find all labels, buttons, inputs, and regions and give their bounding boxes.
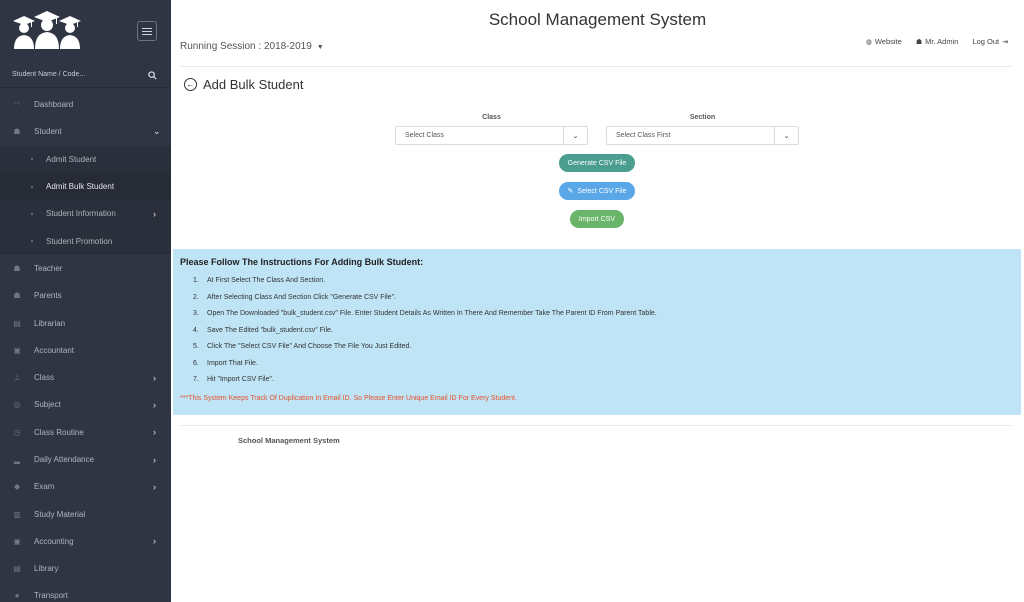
sidebar-item-label: Student Information — [46, 209, 116, 219]
sidebar-item-subject[interactable] — [0, 391, 171, 418]
arrow-circle-left-icon[interactable]: ← — [184, 78, 197, 91]
chevron-right-icon: › — [153, 454, 156, 465]
step-text: At First Select The Class And Section. — [207, 277, 326, 284]
running-session-dropdown[interactable] — [180, 41, 324, 52]
sidebar-item-transport[interactable] — [0, 582, 171, 602]
open-book-icon: ▥ — [13, 509, 21, 519]
menu-toggle-button[interactable] — [137, 21, 157, 41]
chevron-right-icon: › — [153, 536, 156, 547]
chevron-right-icon: › — [153, 481, 156, 492]
chevron-down-icon[interactable]: ⌄ — [563, 127, 587, 144]
logout-link[interactable] — [972, 37, 1008, 46]
chevron-right-icon: › — [153, 427, 156, 438]
instructions-list — [193, 277, 657, 393]
sidebar — [0, 0, 171, 602]
running-session-label: Running Session : 2018-2019 — [180, 41, 312, 52]
sidebar-item-student-promotion[interactable] — [0, 227, 171, 254]
users-icon: ☗ — [13, 127, 21, 137]
select-csv-label: Select CSV File — [577, 187, 627, 195]
sidebar-item-label: Subject — [34, 400, 61, 410]
logout-label: Log Out — [972, 37, 1000, 46]
step-text: After Selecting Class And Section Click "Generate CSV File". — [207, 293, 396, 301]
bullet-icon — [31, 186, 33, 188]
bullet-icon — [31, 213, 33, 215]
sidebar-item-label: Student — [34, 127, 62, 137]
class-select[interactable] — [395, 126, 588, 145]
step-text: Click The "Select CSV File" And Choose The File You Just Edited. — [207, 343, 412, 350]
chevron-right-icon: › — [153, 372, 156, 383]
bullet-icon — [31, 158, 33, 160]
user-menu[interactable] — [916, 37, 959, 46]
instruction-step — [193, 360, 657, 377]
sidebar-item-label: Accountant — [34, 345, 75, 355]
sidebar-menu — [0, 91, 171, 602]
bar-chart-icon: ▂ — [13, 455, 21, 464]
search-icon[interactable] — [148, 71, 157, 80]
hamburger-icon — [142, 31, 152, 32]
subject-icon: ◎ — [13, 400, 21, 410]
graduation-cap-icon: ◆ — [13, 482, 21, 492]
dashboard-icon: ◠ — [13, 100, 21, 110]
caret-down-icon: ▼ — [316, 44, 324, 51]
chevron-right-icon: › — [153, 208, 156, 219]
sidebar-item-librarian[interactable] — [0, 309, 171, 336]
sidebar-item-label: Class Routine — [34, 427, 84, 437]
briefcase-icon: ▣ — [13, 345, 21, 355]
briefcase-icon: ▣ — [13, 536, 21, 546]
sidebar-item-teacher[interactable] — [0, 255, 171, 282]
step-number: 2. — [193, 293, 199, 301]
sidebar-item-accountant[interactable] — [0, 337, 171, 364]
instruction-step — [193, 376, 657, 393]
instruction-step — [193, 343, 657, 360]
website-label: Website — [874, 37, 902, 46]
sign-out-icon: ⇥ — [1002, 38, 1008, 46]
step-number: 4. — [193, 326, 199, 334]
website-link[interactable] — [866, 37, 902, 46]
sidebar-item-label: Teacher — [34, 263, 63, 273]
chevron-right-icon: › — [153, 399, 156, 410]
paperclip-icon: ✎ — [567, 188, 574, 195]
school-logo-icon[interactable] — [10, 11, 84, 49]
app-title: School Management System — [488, 10, 707, 29]
sidebar-item-label: Dashboard — [34, 100, 74, 110]
sidebar-item-student[interactable] — [0, 118, 171, 145]
sidebar-item-label: Accounting — [34, 536, 74, 546]
instruction-step — [193, 327, 657, 344]
step-number: 6. — [193, 359, 199, 367]
sidebar-item-exam[interactable] — [0, 473, 171, 500]
clock-icon: ◷ — [13, 427, 21, 437]
sidebar-item-label: Study Material — [34, 509, 86, 519]
logo-area — [0, 0, 171, 62]
map-marker-icon: ● — [14, 591, 20, 601]
sidebar-item-library[interactable] — [0, 555, 171, 582]
step-number: 1. — [193, 277, 199, 284]
step-text: Open The Downloaded "bulk_student.csv" File. Enter Student Details As Written In There And Remember Take The Parent ID From Parent Table. — [207, 310, 657, 317]
sitemap-icon: ⊥ — [13, 373, 21, 383]
sidebar-item-label: Parents — [34, 291, 62, 301]
sidebar-item-label: Student Promotion — [46, 236, 113, 246]
sidebar-item-label: Class — [34, 373, 55, 383]
library-icon: ▤ — [13, 564, 21, 574]
header-divider — [180, 66, 1012, 67]
instructions-title: Please Follow The Instructions For Adding Bulk Student: — [180, 257, 424, 267]
sidebar-item-label: Exam — [34, 482, 55, 492]
user-icon: ☗ — [13, 291, 21, 301]
teacher-icon: ☗ — [13, 263, 21, 273]
sidebar-item-label: Library — [34, 564, 59, 574]
sidebar-item-study-material[interactable] — [0, 500, 171, 527]
class-select-value: Select Class — [405, 132, 444, 139]
sidebar-item-student-information[interactable] — [0, 200, 171, 227]
sidebar-item-class[interactable] — [0, 364, 171, 391]
bullet-icon — [31, 240, 33, 242]
section-select-value: Select Class First — [616, 132, 671, 139]
sidebar-item-label: Transport — [34, 591, 68, 601]
step-text: Import That File. — [207, 359, 258, 367]
step-text: Save The Edited "bulk_student.csv" File. — [207, 326, 333, 334]
sidebar-item-accounting[interactable] — [0, 528, 171, 555]
section-select[interactable] — [606, 126, 799, 145]
chevron-down-icon[interactable]: ⌄ — [774, 127, 798, 144]
instruction-step — [193, 310, 657, 327]
sidebar-item-label: Librarian — [34, 318, 66, 328]
chevron-down-icon: ⌄ — [153, 126, 161, 137]
instructions-panel — [173, 249, 1021, 415]
instruction-step — [193, 277, 657, 294]
page-title-text: Add Bulk Student — [203, 77, 304, 92]
page-title — [184, 77, 303, 92]
sidebar-item-parents[interactable] — [0, 282, 171, 309]
section-label: Section — [689, 114, 716, 121]
step-number: 3. — [193, 310, 199, 317]
book-icon: ▤ — [13, 318, 21, 328]
duplicate-email-warning: ***This System Keeps Track Of Duplication In Email ID. So Please Enter Unique Email ID For Every Student. — [180, 395, 517, 402]
footer-divider — [180, 425, 1012, 426]
step-number: 7. — [193, 376, 199, 383]
sidebar-item-admit-bulk-student[interactable] — [0, 173, 171, 200]
step-number: 5. — [193, 343, 199, 350]
sidebar-item-admit-student[interactable] — [0, 146, 171, 173]
sidebar-item-label: Admit Bulk Student — [46, 182, 115, 192]
sidebar-item-label: Admit Student — [46, 154, 97, 164]
class-label: Class — [482, 114, 501, 121]
step-text: Hit "Import CSV File". — [207, 376, 274, 383]
top-links — [866, 37, 1008, 46]
globe-icon: ◍ — [865, 38, 872, 46]
import-csv-button[interactable]: Import CSV — [570, 210, 624, 228]
instruction-step — [193, 294, 657, 311]
sidebar-item-daily-attendance[interactable] — [0, 446, 171, 473]
select-csv-button[interactable] — [559, 182, 635, 200]
user-icon: ☗ — [915, 38, 923, 46]
sidebar-item-dashboard[interactable] — [0, 91, 171, 118]
user-name: Mr. Admin — [925, 37, 959, 46]
student-search-input[interactable]: Student Name / Code... — [12, 71, 86, 78]
sidebar-item-label: Daily Attendance — [34, 455, 95, 464]
student-search[interactable] — [0, 64, 171, 88]
sidebar-item-class-routine[interactable] — [0, 419, 171, 446]
generate-csv-button[interactable]: Generate CSV File — [559, 154, 635, 172]
footer-text: School Management System — [238, 436, 340, 445]
